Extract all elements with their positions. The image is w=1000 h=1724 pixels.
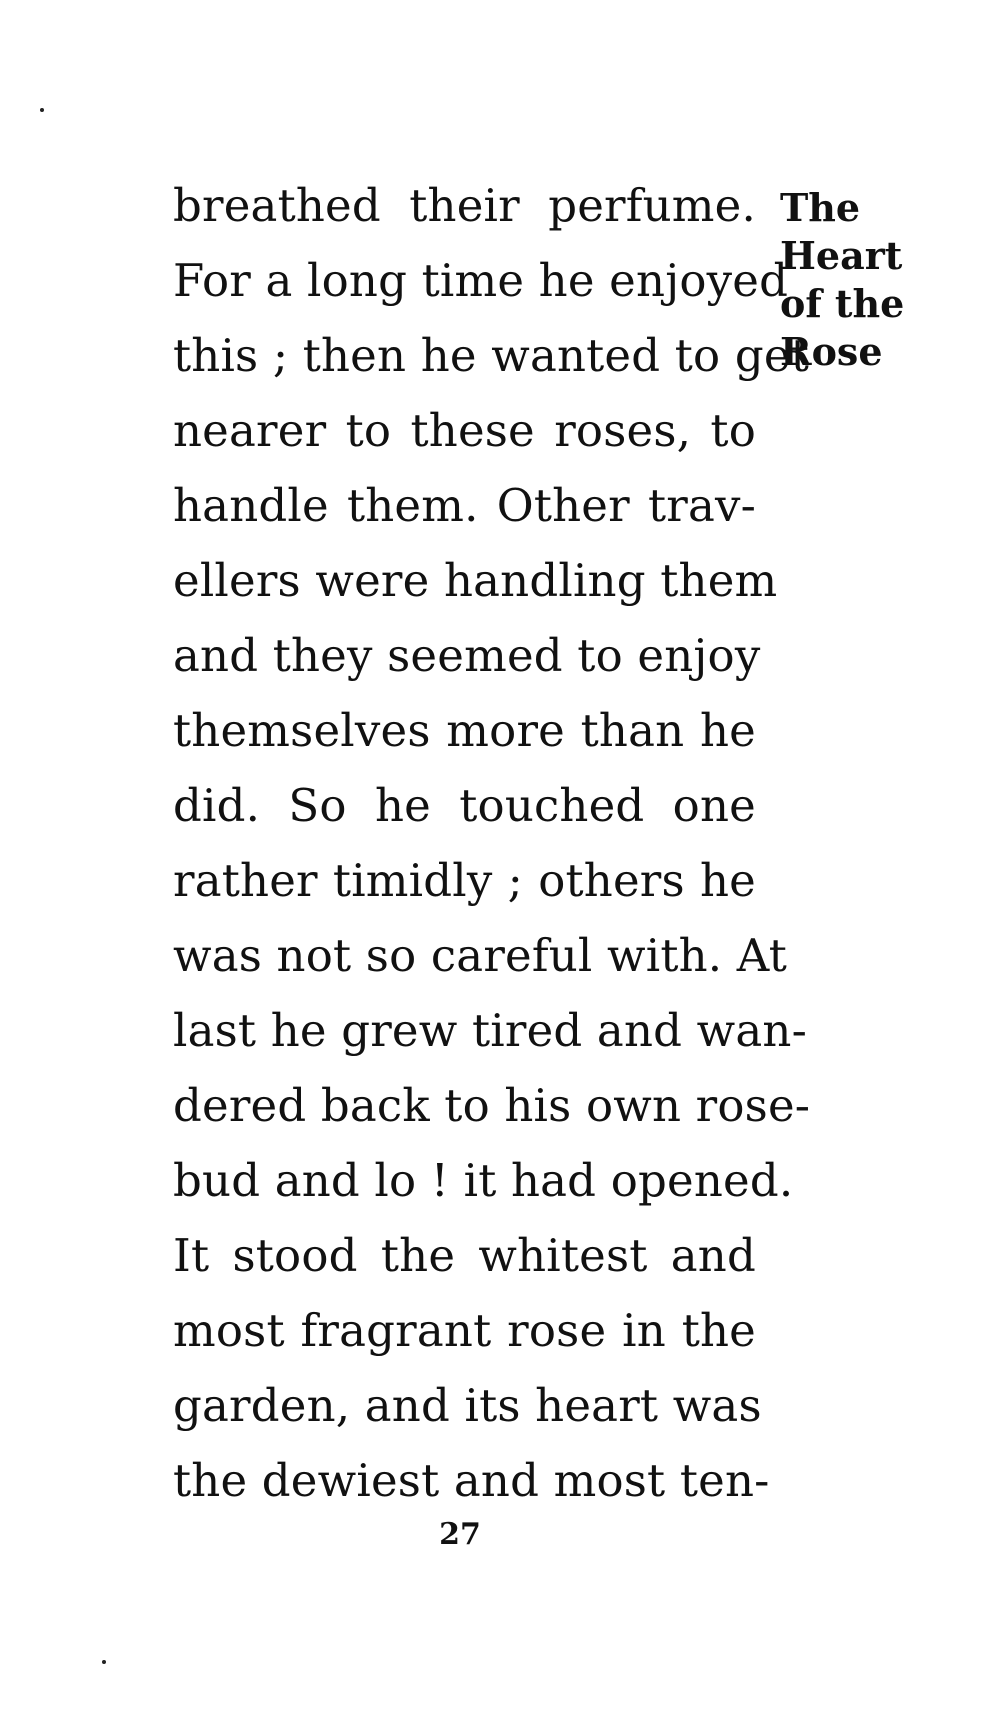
text-line: breathed their perfume. [173, 179, 756, 232]
text-line: was not so careful with. At [173, 929, 787, 982]
page-number: 27 [439, 1517, 481, 1552]
text-line: and they seemed to enjoy [173, 629, 761, 682]
text-line: most fragrant rose in the [173, 1304, 756, 1357]
text-line: did. So he touched one [173, 779, 756, 832]
margin-title-line: Heart [780, 233, 903, 278]
text-line: last he grew tired and wan- [173, 1004, 807, 1057]
text-line: nearer to these roses, to [173, 404, 756, 457]
text-line: rather timidly ; others he [173, 854, 756, 907]
text-line: For a long time he enjoyed [173, 254, 789, 307]
print-speck [40, 108, 44, 112]
text-line: themselves more than he [173, 704, 756, 757]
text-line: bud and lo ! it had opened. [173, 1154, 794, 1207]
text-line: the dewiest and most ten- [173, 1454, 770, 1507]
text-line: ellers were handling them [173, 554, 778, 607]
text-line: It stood the whitest and [173, 1229, 756, 1282]
text-line: dered back to his own rose- [173, 1079, 811, 1132]
text-line: garden, and its heart was [173, 1379, 762, 1432]
margin-title-line: of the [780, 281, 905, 326]
text-line: this ; then he wanted to get [173, 329, 809, 382]
margin-title-line: The [780, 185, 861, 230]
body-text [173, 178, 811, 1528]
print-speck [102, 1660, 106, 1664]
text-line: handle them. Other trav- [173, 479, 756, 532]
margin-title-line: Rose [780, 329, 883, 374]
running-margin-title [780, 184, 905, 376]
